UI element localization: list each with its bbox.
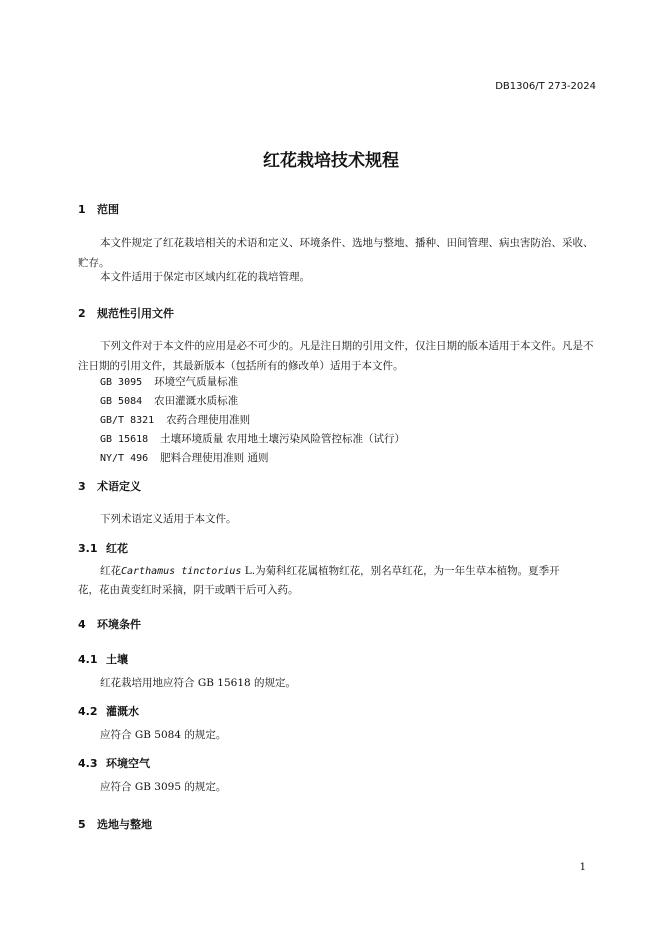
section-number: 4 xyxy=(78,618,86,631)
subsection-heading-4-3 xyxy=(78,755,150,771)
references-intro-paragraph: 下列文件对于本文件的应用是必不可少的。凡是注日期的引用文件，仅注日期的版本适用于本文件。凡是不注日期的引用文件，其最新版本（包括所有的修改单）适用于本文件。 xyxy=(78,340,594,372)
reference-name: 土壤环境质量 农用地土壤污染风险管控标准（试行） xyxy=(160,433,406,445)
subsection-title: 灌溉水 xyxy=(106,705,139,718)
subsection-number: 4.3 xyxy=(78,757,98,770)
soil-requirement-text: 红花栽培用地应符合 GB 15618 的规定。 xyxy=(100,677,297,689)
section-heading-4 xyxy=(78,616,141,632)
section-number: 3 xyxy=(78,480,86,493)
terms-intro-paragraph: 下列术语定义适用于本文件。 xyxy=(100,513,237,525)
subsection-heading-3-1 xyxy=(78,540,128,556)
reference-code: GB/T 8321 xyxy=(100,415,155,426)
subsection-number: 4.1 xyxy=(78,653,98,666)
section-heading-1 xyxy=(78,201,119,217)
document-title: 红花栽培技术规程 xyxy=(263,151,399,171)
section-number: 2 xyxy=(78,307,86,320)
irrigation-water-text: 应符合 GB 5084 的规定。 xyxy=(100,729,227,741)
reference-name: 农田灌溉水质标准 xyxy=(154,395,239,407)
scope-paragraph-2: 本文件适用于保定市区域内红花的栽培管理。 xyxy=(100,271,310,283)
reference-code: GB 5084 xyxy=(100,396,143,407)
term-definition-text: L.为菊科红花属植物红花，别名草红花，为一年生草本植物。夏季开 xyxy=(241,565,560,577)
reference-item xyxy=(100,450,269,465)
section-title: 规范性引用文件 xyxy=(97,307,174,320)
reference-item xyxy=(100,374,238,389)
subsection-number: 3.1 xyxy=(78,542,98,555)
section-title: 范围 xyxy=(97,203,119,216)
term-name: 红花 xyxy=(100,565,121,577)
reference-item xyxy=(100,393,238,408)
reference-name: 农药合理使用准则 xyxy=(166,414,251,426)
document-code: DB1306/T 273-2024 xyxy=(495,81,596,92)
ambient-air-text: 应符合 GB 3095 的规定。 xyxy=(100,781,227,793)
reference-item xyxy=(100,412,250,427)
subsection-title: 红花 xyxy=(106,542,128,555)
subsection-title: 环境空气 xyxy=(106,757,150,770)
section-title: 环境条件 xyxy=(97,618,141,631)
section-heading-3 xyxy=(78,478,141,494)
reference-code: GB 3095 xyxy=(100,377,143,388)
subsection-heading-4-2 xyxy=(78,703,139,719)
reference-name: 环境空气质量标准 xyxy=(154,376,239,388)
section-title: 术语定义 xyxy=(97,480,141,493)
section-heading-2 xyxy=(78,305,174,321)
subsection-heading-4-1 xyxy=(78,651,128,667)
reference-item xyxy=(100,431,405,446)
subsection-number: 4.2 xyxy=(78,705,98,718)
reference-code: NY/T 496 xyxy=(100,453,149,464)
page-number: 1 xyxy=(579,862,586,873)
reference-code: GB 15618 xyxy=(100,434,149,445)
latin-name: Carthamus tinctorius xyxy=(121,566,242,577)
section-heading-5 xyxy=(78,816,152,832)
section-number: 1 xyxy=(78,203,86,216)
section-title: 选地与整地 xyxy=(97,818,152,831)
reference-name: 肥料合理使用准则 通则 xyxy=(160,452,269,464)
term-definition-line-1 xyxy=(100,561,622,582)
section-number: 5 xyxy=(78,818,86,831)
term-definition-line-2: 花，花由黄变红时采摘，阴干或晒干后可入药。 xyxy=(78,584,299,596)
subsection-title: 土壤 xyxy=(106,653,128,666)
scope-paragraph-1: 本文件规定了红花栽培相关的术语和定义、环境条件、选地与整地、播种、田间管理、病虫害防治、采收、贮存。 xyxy=(78,237,594,269)
